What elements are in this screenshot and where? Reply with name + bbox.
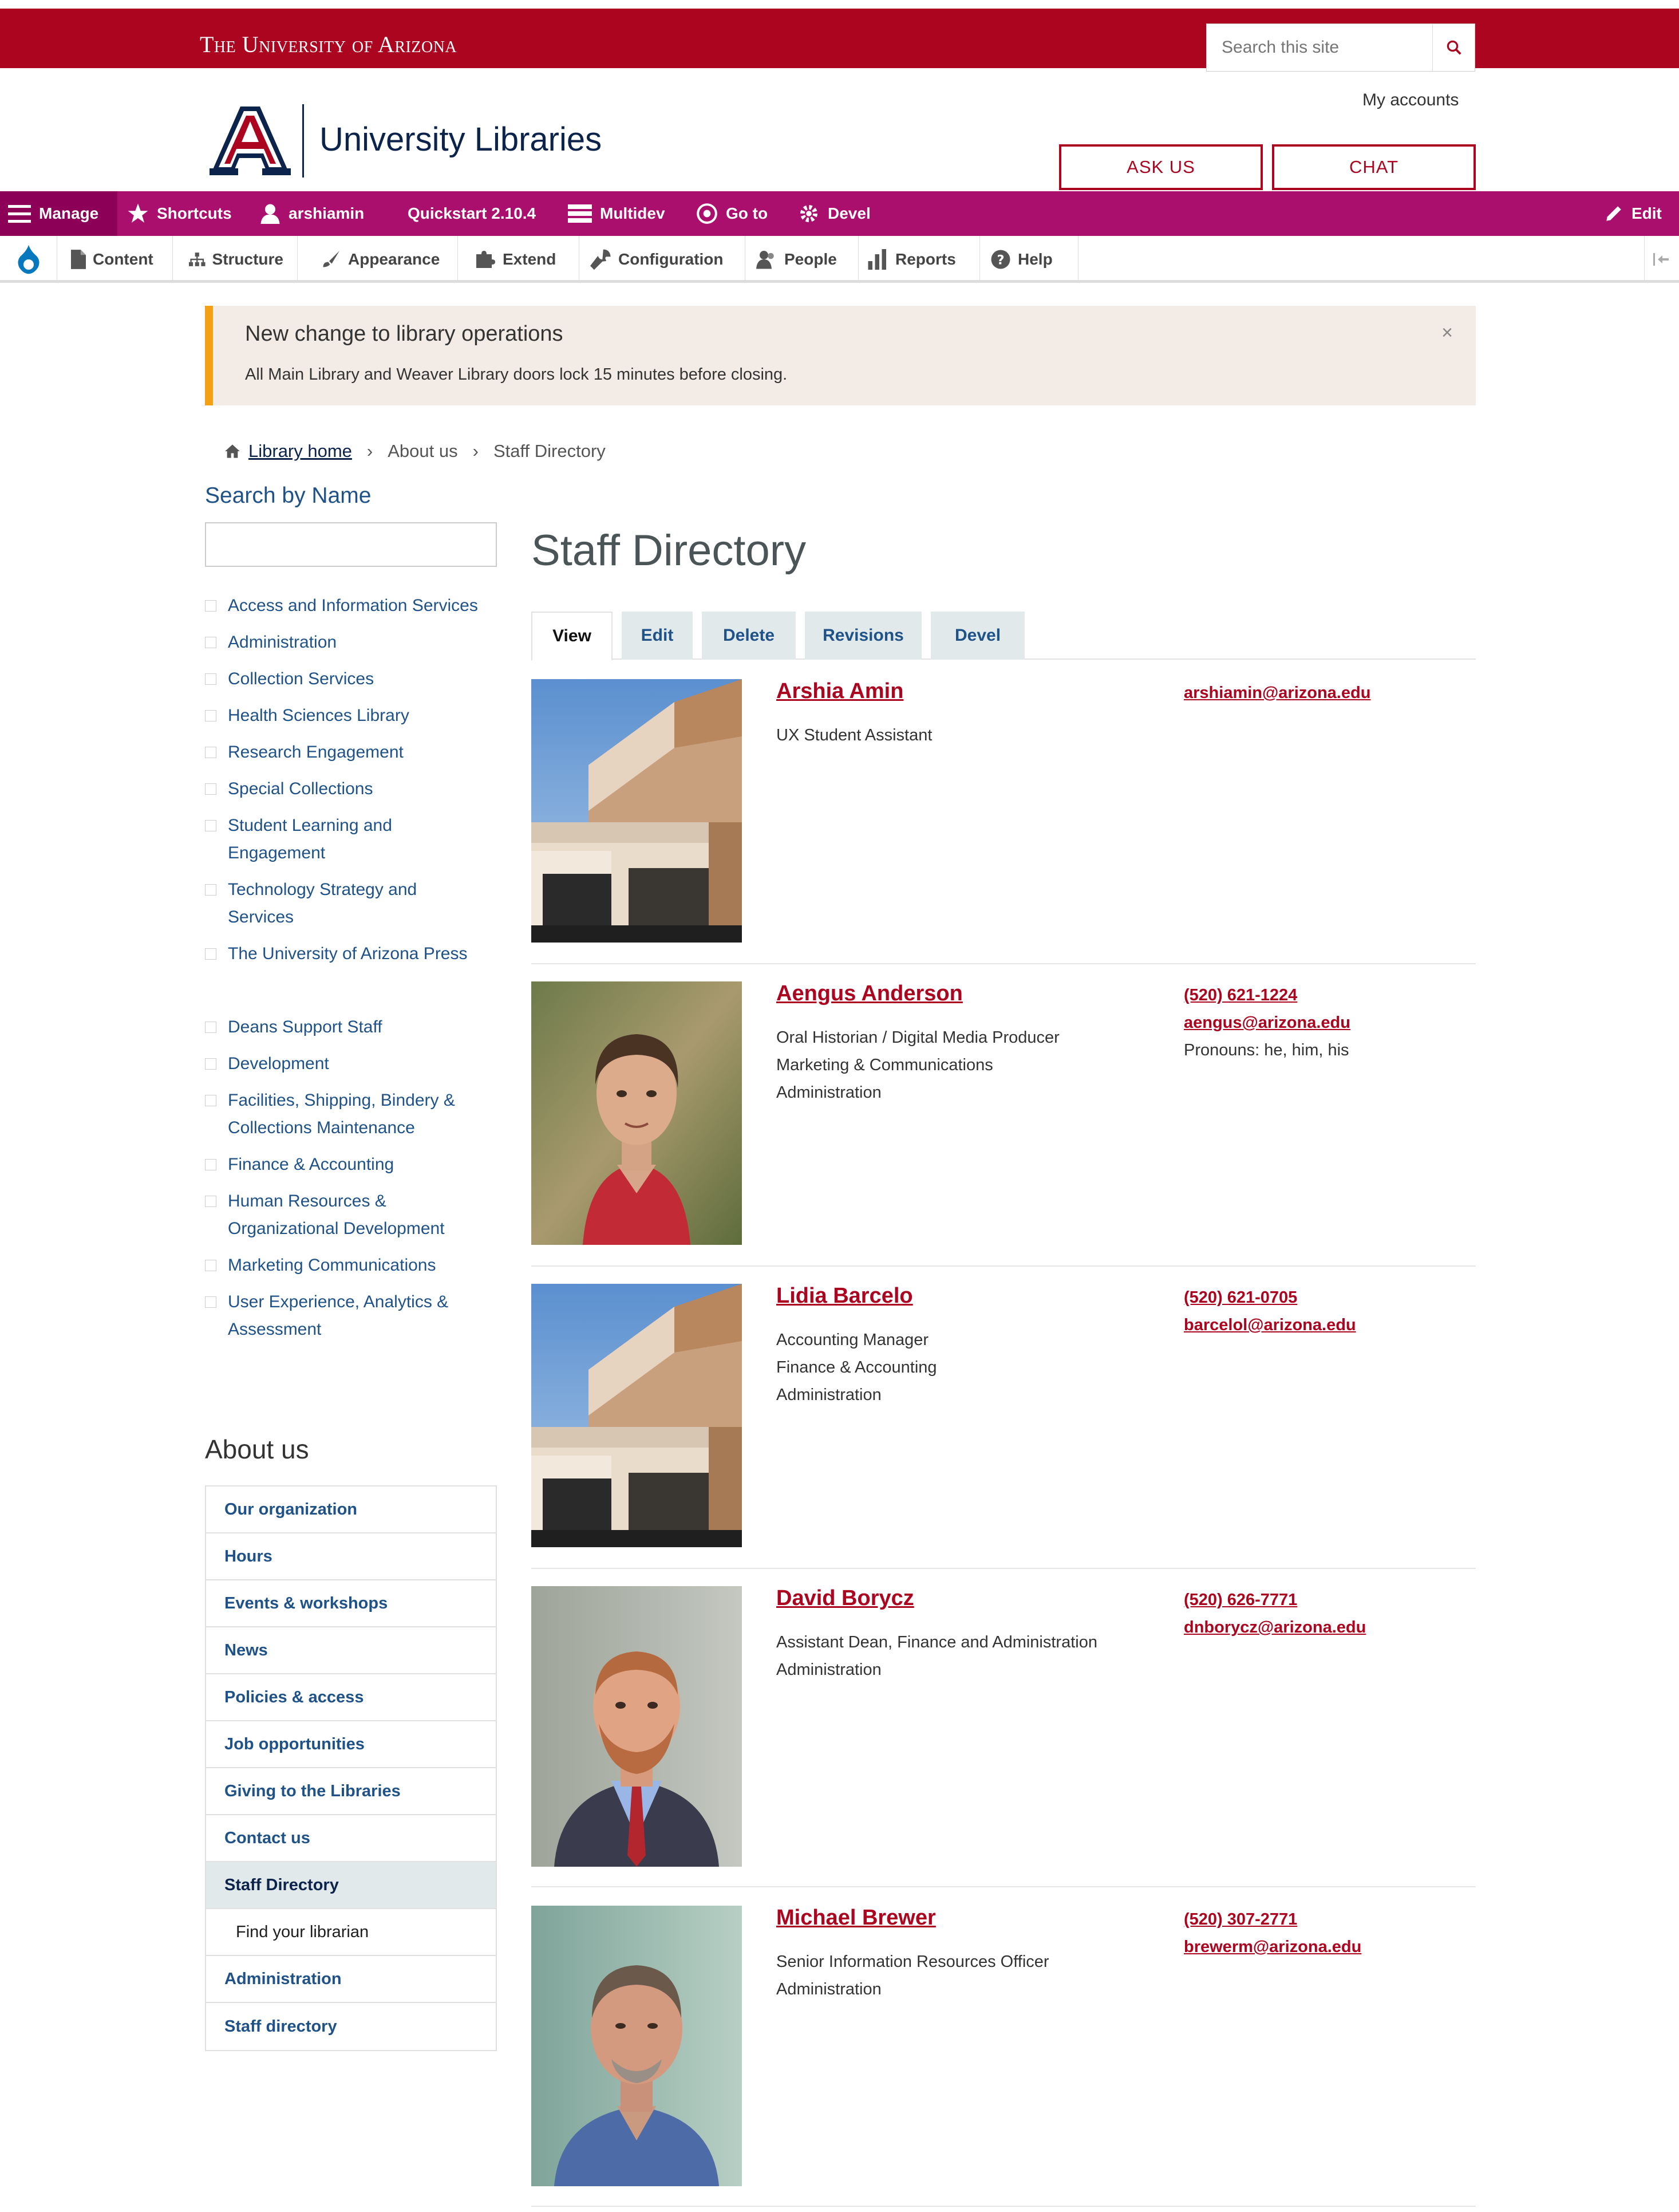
filter-checkbox[interactable] bbox=[205, 637, 216, 648]
tray-extend-label: Extend bbox=[503, 250, 556, 268]
toolbar-edit-label: Edit bbox=[1631, 204, 1662, 222]
staff-phone-link[interactable]: (520) 307-2771 bbox=[1184, 1910, 1298, 1929]
staff-phone-link[interactable]: (520) 626-7771 bbox=[1184, 1591, 1298, 1609]
tray-configuration[interactable] bbox=[590, 236, 745, 283]
filter-checkbox[interactable] bbox=[205, 673, 216, 685]
staff-info bbox=[776, 1629, 1097, 1683]
staff-photo bbox=[531, 1906, 742, 2186]
file-icon bbox=[71, 250, 86, 269]
staff-department: Finance & Accounting bbox=[776, 1358, 937, 1377]
menu-giving[interactable]: Giving to the Libraries bbox=[206, 1768, 496, 1815]
alert-title: New change to library operations bbox=[245, 322, 563, 346]
breadcrumb-separator: › bbox=[366, 441, 373, 461]
svg-text:?: ? bbox=[997, 253, 1005, 268]
university-name-link[interactable]: The University of Arizona bbox=[200, 31, 457, 57]
toolbar-shortcuts[interactable] bbox=[127, 191, 232, 236]
filter-collection-services[interactable]: Collection Services bbox=[205, 665, 503, 693]
tray-orientation-toggle[interactable] bbox=[1644, 236, 1679, 283]
breadcrumb-current: Staff Directory bbox=[493, 441, 606, 461]
filter-research-engagement[interactable]: Research Engagement bbox=[205, 739, 503, 766]
filter-human-resources[interactable]: Human Resources & Organizational Development bbox=[205, 1188, 468, 1243]
filter-special-collections[interactable]: Special Collections bbox=[205, 775, 503, 803]
toolbar-edit[interactable] bbox=[1604, 191, 1662, 236]
drupal-home[interactable] bbox=[0, 236, 57, 283]
menu-events-workshops[interactable]: Events & workshops bbox=[206, 1580, 496, 1627]
home-icon bbox=[224, 444, 240, 459]
tray-structure-label: Structure bbox=[212, 250, 283, 268]
entry-divider bbox=[531, 1568, 1476, 1569]
local-tasks-tabs bbox=[531, 612, 1476, 660]
staff-name-link[interactable]: David Borycz bbox=[776, 1586, 914, 1610]
staff-division: Administration bbox=[776, 1386, 882, 1404]
staff-contact bbox=[1184, 1586, 1366, 1641]
ask-us-button[interactable]: ASK US bbox=[1059, 144, 1263, 190]
logo-divider bbox=[302, 104, 304, 178]
filter-checkbox[interactable] bbox=[205, 1058, 216, 1070]
filter-user-experience[interactable]: User Experience, Analytics & Assessment bbox=[205, 1288, 468, 1343]
staff-title: Senior Information Resources Officer bbox=[776, 1953, 1049, 1971]
admin-toolbar bbox=[0, 191, 1679, 236]
name-search-input[interactable] bbox=[205, 522, 497, 567]
tab-revisions[interactable]: Revisions bbox=[805, 612, 922, 660]
tray-content-label: Content bbox=[93, 250, 153, 268]
staff-info bbox=[776, 721, 932, 749]
staff-title: UX Student Assistant bbox=[776, 726, 933, 744]
toolbar-devel[interactable] bbox=[798, 191, 871, 236]
staff-info bbox=[776, 1024, 1060, 1106]
tray-reports[interactable] bbox=[867, 236, 980, 283]
goto-icon bbox=[696, 203, 718, 224]
tray-content[interactable] bbox=[71, 236, 173, 283]
filter-checkbox[interactable] bbox=[205, 1196, 216, 1207]
sitemap-icon bbox=[189, 250, 206, 269]
menu-policies-access[interactable]: Policies & access bbox=[206, 1674, 496, 1721]
filter-checkbox[interactable] bbox=[205, 1095, 216, 1106]
toolbar-quickstart-label: Quickstart 2.10.4 bbox=[408, 204, 536, 222]
filter-checkbox[interactable] bbox=[205, 820, 216, 831]
toolbar-user-label: arshiamin bbox=[289, 204, 365, 222]
staff-info bbox=[776, 1948, 1049, 2003]
staff-department: Marketing & Communications bbox=[776, 1056, 993, 1074]
staff-contact bbox=[1184, 1906, 1361, 1961]
about-us-heading: About us bbox=[205, 1434, 309, 1464]
breadcrumb-separator: › bbox=[472, 441, 479, 461]
menu-staff-directory[interactable]: Staff directory bbox=[224, 2017, 337, 2036]
filter-checkbox[interactable] bbox=[205, 1159, 216, 1170]
server-icon bbox=[568, 204, 592, 223]
breadcrumb-home[interactable] bbox=[224, 441, 352, 462]
admin-tray bbox=[0, 236, 1679, 283]
star-icon bbox=[127, 203, 149, 224]
brush-icon bbox=[321, 249, 341, 270]
staff-division: Administration bbox=[776, 1980, 882, 1998]
staff-photo bbox=[531, 1586, 742, 1867]
staff-email-link[interactable]: aengus@arizona.edu bbox=[1184, 1014, 1350, 1032]
toolbar-manage-label: Manage bbox=[39, 204, 99, 222]
ua-block-a-logo[interactable] bbox=[207, 104, 293, 176]
staff-email-link[interactable]: dnborycz@arizona.edu bbox=[1184, 1618, 1366, 1637]
drupal-drop-icon bbox=[16, 244, 41, 275]
toolbar-devel-label: Devel bbox=[828, 204, 871, 222]
staff-info bbox=[776, 1326, 937, 1409]
menu-staff-directory-active[interactable]: Staff Directory bbox=[206, 1862, 496, 1909]
filter-checkbox[interactable] bbox=[205, 1260, 216, 1271]
tray-structure[interactable] bbox=[189, 236, 298, 283]
help-icon bbox=[990, 249, 1011, 270]
tray-help-label: Help bbox=[1018, 250, 1053, 268]
toolbar-goto-label: Go to bbox=[726, 204, 768, 222]
tray-appearance-label: Appearance bbox=[348, 250, 440, 268]
page-title: Staff Directory bbox=[531, 526, 807, 575]
library-name-link[interactable]: University Libraries bbox=[319, 121, 602, 158]
entry-divider bbox=[531, 1265, 1476, 1267]
user-icon bbox=[260, 203, 281, 224]
pencil-icon bbox=[1604, 204, 1623, 223]
staff-division: Administration bbox=[776, 1083, 882, 1102]
staff-photo bbox=[531, 981, 742, 1245]
tab-delete[interactable]: Delete bbox=[702, 612, 796, 660]
staff-division: Administration bbox=[776, 1661, 882, 1679]
filter-checkbox[interactable] bbox=[205, 1296, 216, 1308]
site-search-input[interactable] bbox=[1207, 24, 1431, 71]
staff-name-link[interactable]: Arshia Amin bbox=[776, 679, 904, 703]
staff-contact bbox=[1184, 1284, 1356, 1339]
entry-divider bbox=[531, 1886, 1476, 1887]
tray-people[interactable] bbox=[756, 236, 859, 283]
filter-student-learning[interactable]: Student Learning and Engagement bbox=[205, 812, 422, 867]
filter-checkbox[interactable] bbox=[205, 783, 216, 795]
alert-banner bbox=[205, 306, 1476, 405]
wrench-icon bbox=[590, 249, 611, 270]
breadcrumb-about-us: About us bbox=[388, 441, 458, 461]
my-accounts-link[interactable]: My accounts bbox=[1362, 90, 1459, 109]
gear-icon bbox=[798, 203, 820, 224]
site-search-form bbox=[1206, 23, 1475, 72]
site-search-button[interactable] bbox=[1432, 24, 1475, 71]
university-top-bar bbox=[0, 9, 1679, 68]
filter-administration[interactable]: Administration bbox=[205, 629, 503, 656]
toolbar-multidev-label: Multidev bbox=[600, 204, 665, 222]
toolbar-manage[interactable] bbox=[8, 191, 98, 236]
alert-close-button[interactable]: × bbox=[1441, 322, 1453, 344]
filter-access-info-services[interactable]: Access and Information Services bbox=[205, 592, 503, 620]
tray-help[interactable] bbox=[990, 236, 1078, 283]
staff-title: Assistant Dean, Finance and Administration bbox=[776, 1633, 1097, 1651]
staff-email-link[interactable]: arshiamin@arizona.edu bbox=[1184, 684, 1371, 702]
search-by-name-heading: Search by Name bbox=[205, 483, 372, 508]
tab-view[interactable]: View bbox=[531, 612, 613, 661]
filter-checkbox[interactable] bbox=[205, 747, 216, 758]
hamburger-icon bbox=[8, 204, 31, 223]
filter-marketing-communications[interactable]: Marketing Communications bbox=[205, 1252, 503, 1279]
staff-name-link[interactable]: Aengus Anderson bbox=[776, 981, 963, 1006]
menu-news[interactable]: News bbox=[206, 1627, 496, 1674]
filter-checkbox[interactable] bbox=[205, 884, 216, 896]
filter-facilities[interactable]: Facilities, Shipping, Bindery & Collections Maintenance bbox=[205, 1087, 468, 1142]
toolbar-multidev[interactable] bbox=[568, 191, 665, 236]
toolbar-user[interactable] bbox=[260, 191, 364, 236]
menu-contact-us[interactable]: Contact us bbox=[206, 1815, 496, 1862]
filter-development[interactable]: Development bbox=[205, 1050, 503, 1078]
tab-devel[interactable]: Devel bbox=[931, 612, 1025, 660]
alert-text: All Main Library and Weaver Library doors lock 15 minutes before closing. bbox=[245, 365, 788, 384]
filter-checkbox[interactable] bbox=[205, 600, 216, 612]
entry-divider bbox=[531, 963, 1476, 964]
bar-chart-icon bbox=[867, 249, 888, 270]
filter-ua-press[interactable]: The University of Arizona Press bbox=[205, 940, 503, 968]
tray-extend[interactable] bbox=[474, 236, 579, 283]
staff-phone-link[interactable]: (520) 621-1224 bbox=[1184, 986, 1298, 1004]
search-icon bbox=[1445, 39, 1463, 56]
people-icon bbox=[756, 249, 777, 270]
filter-health-sciences[interactable]: Health Sciences Library bbox=[205, 702, 503, 730]
about-us-menu bbox=[205, 1485, 497, 2051]
tray-people-label: People bbox=[784, 250, 837, 268]
staff-contact bbox=[1184, 981, 1350, 1064]
chat-button[interactable]: CHAT bbox=[1272, 144, 1476, 190]
menu-administration[interactable]: Administration bbox=[206, 1956, 496, 2003]
staff-photo bbox=[531, 679, 742, 943]
filter-technology-strategy[interactable]: Technology Strategy and Services bbox=[205, 876, 445, 931]
filter-checkbox[interactable] bbox=[205, 948, 216, 960]
menu-job-opportunities[interactable]: Job opportunities bbox=[206, 1721, 496, 1768]
tray-appearance[interactable] bbox=[321, 236, 458, 283]
tray-reports-label: Reports bbox=[895, 250, 956, 268]
staff-name-link[interactable]: Michael Brewer bbox=[776, 1906, 936, 1930]
staff-pronouns: Pronouns: he, him, his bbox=[1184, 1041, 1349, 1059]
menu-hours[interactable]: Hours bbox=[206, 1533, 496, 1580]
breadcrumb-home-label: Library home bbox=[248, 441, 352, 461]
staff-phone-link[interactable]: (520) 621-0705 bbox=[1184, 1288, 1298, 1307]
staff-name-link[interactable]: Lidia Barcelo bbox=[776, 1284, 913, 1308]
menu-our-organization[interactable]: Our organization bbox=[206, 1487, 496, 1533]
staff-title: Oral Historian / Digital Media Producer bbox=[776, 1028, 1060, 1047]
menu-find-your-librarian[interactable]: Find your librarian bbox=[206, 1909, 496, 1956]
breadcrumb bbox=[224, 441, 606, 462]
filter-checkbox[interactable] bbox=[205, 1022, 216, 1033]
tab-edit[interactable]: Edit bbox=[622, 612, 693, 660]
staff-title: Accounting Manager bbox=[776, 1331, 929, 1349]
tray-configuration-label: Configuration bbox=[618, 250, 724, 268]
filter-checkbox[interactable] bbox=[205, 710, 216, 721]
staff-email-link[interactable]: brewerm@arizona.edu bbox=[1184, 1938, 1362, 1956]
toolbar-goto[interactable] bbox=[696, 191, 768, 236]
collapse-arrow-icon bbox=[1653, 252, 1670, 267]
staff-contact bbox=[1184, 679, 1370, 707]
filter-finance-accounting[interactable]: Finance & Accounting bbox=[205, 1151, 503, 1178]
entry-divider bbox=[531, 2206, 1476, 2207]
toolbar-shortcuts-label: Shortcuts bbox=[157, 204, 232, 222]
staff-email-link[interactable]: barcelol@arizona.edu bbox=[1184, 1316, 1356, 1334]
staff-photo bbox=[531, 1284, 742, 1547]
toolbar-quickstart[interactable] bbox=[408, 191, 536, 236]
filter-deans-support[interactable]: Deans Support Staff bbox=[205, 1014, 503, 1041]
puzzle-icon bbox=[474, 249, 496, 270]
